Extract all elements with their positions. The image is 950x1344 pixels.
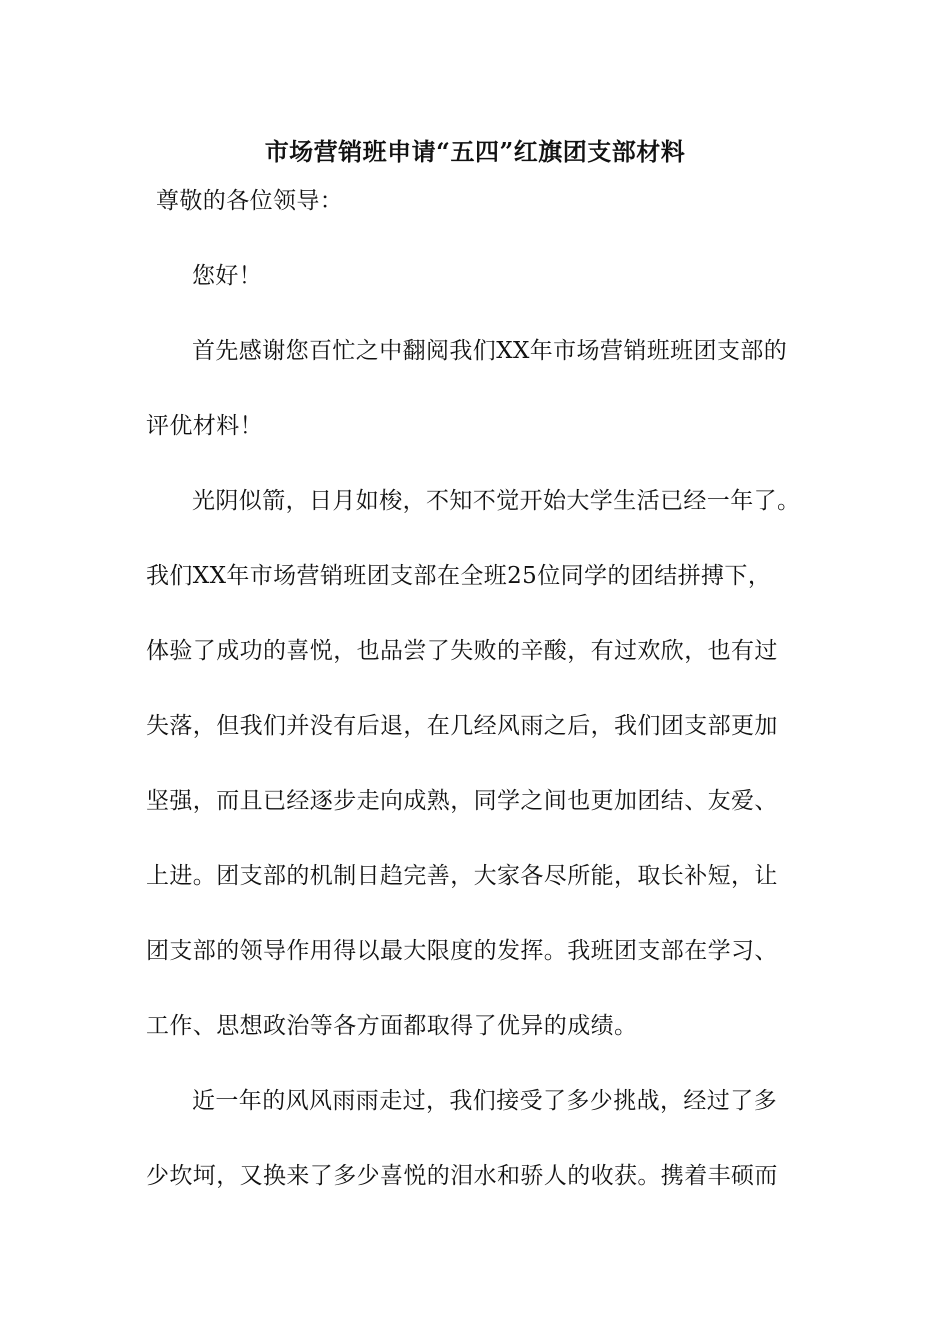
paragraph-2-line-5: 坚强，而且已经逐步走向成熟，同学之间也更加团结、友爱、 — [146, 788, 778, 814]
greeting-line: 您好！ — [192, 263, 263, 289]
paragraph-3-line-2: 少坎坷，又换来了多少喜悦的泪水和骄人的收获。携着丰硕而 — [146, 1163, 778, 1189]
document-title: 市场营销班申请“五四”红旗团支部材料 — [264, 137, 686, 166]
paragraph-2-line-8: 工作、思想政治等各方面都取得了优异的成绩。 — [146, 1013, 638, 1039]
paragraph-1-line-1: 首先感谢您百忙之中翻阅我们XX年市场营销班班团支部的 — [192, 338, 788, 364]
paragraph-2-line-6: 上进。团支部的机制日趋完善，大家各尽所能，取长补短，让 — [146, 863, 778, 889]
paragraph-2-line-1: 光阴似箭，日月如梭，不知不觉开始大学生活已经一年了。 — [192, 488, 801, 514]
paragraph-2-line-7: 团支部的领导作用得以最大限度的发挥。我班团支部在学习、 — [146, 938, 778, 964]
paragraph-2-line-2: 我们XX年市场营销班团支部在全班25位同学的团结拼搏下， — [146, 563, 772, 589]
paragraph-2-line-3: 体验了成功的喜悦，也品尝了失败的辛酸，有过欢欣，也有过 — [146, 638, 778, 664]
paragraph-2-line-4: 失落，但我们并没有后退，在几经风雨之后，我们团支部更加 — [146, 713, 778, 739]
paragraph-1-line-2: 评优材料！ — [146, 413, 263, 439]
salutation: 尊敬的各位领导： — [156, 188, 344, 214]
paragraph-3-line-1: 近一年的风风雨雨走过，我们接受了多少挑战，经过了多 — [192, 1088, 777, 1114]
